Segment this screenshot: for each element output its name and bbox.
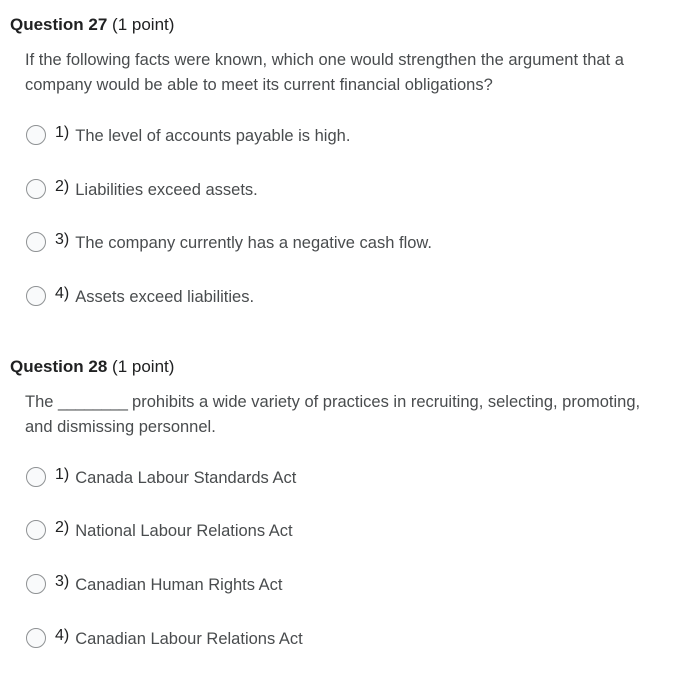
option-1[interactable] xyxy=(26,464,296,490)
radio-button[interactable] xyxy=(26,520,46,540)
option-label: The company currently has a negative cash flow. xyxy=(75,233,433,252)
option-2[interactable] xyxy=(26,517,293,543)
question-title xyxy=(10,15,174,35)
question-number: Question 28 xyxy=(10,357,108,376)
option-label: Canada Labour Standards Act xyxy=(75,468,297,487)
question-points: (1 point) xyxy=(112,15,175,34)
option-number: 3) xyxy=(55,231,70,248)
option-number: 4) xyxy=(55,285,70,302)
option-number: 2) xyxy=(55,178,70,195)
option-number: 3) xyxy=(55,573,70,590)
option-label: National Labour Relations Act xyxy=(75,521,293,540)
question-number: Question 27 xyxy=(10,15,108,34)
option-label: The level of accounts payable is high. xyxy=(75,126,351,145)
radio-button[interactable] xyxy=(26,467,46,487)
question-text-after: prohibits a wide variety of practices in recruiting, selecting, promoting, and dismissing personnel. xyxy=(25,393,641,436)
option-3[interactable] xyxy=(26,229,432,255)
question-title xyxy=(10,357,174,377)
option-number: 1) xyxy=(55,466,70,483)
option-4[interactable] xyxy=(26,283,254,309)
option-4[interactable] xyxy=(26,625,303,651)
radio-button[interactable] xyxy=(26,179,46,199)
option-3[interactable] xyxy=(26,571,283,597)
option-1[interactable] xyxy=(26,122,350,148)
option-number: 2) xyxy=(55,519,70,536)
radio-button[interactable] xyxy=(26,286,46,306)
option-label: Liabilities exceed assets. xyxy=(75,180,258,199)
option-label: Assets exceed liabilities. xyxy=(75,287,255,306)
radio-button[interactable] xyxy=(26,574,46,594)
radio-button[interactable] xyxy=(26,125,46,145)
option-label: Canadian Labour Relations Act xyxy=(75,629,303,648)
option-number: 1) xyxy=(55,124,70,141)
question-points: (1 point) xyxy=(112,357,175,376)
fill-in-blank: ________ xyxy=(58,393,128,411)
option-2[interactable] xyxy=(26,176,258,202)
radio-button[interactable] xyxy=(26,232,46,252)
option-number: 4) xyxy=(55,627,70,644)
question-text: If the following facts were known, which one would strengthen the argument that a company would be able to meet its current financial obligations? xyxy=(25,51,624,94)
option-label: Canadian Human Rights Act xyxy=(75,575,283,594)
question-text-before: The xyxy=(25,393,54,411)
radio-button[interactable] xyxy=(26,628,46,648)
question-text xyxy=(25,390,665,440)
